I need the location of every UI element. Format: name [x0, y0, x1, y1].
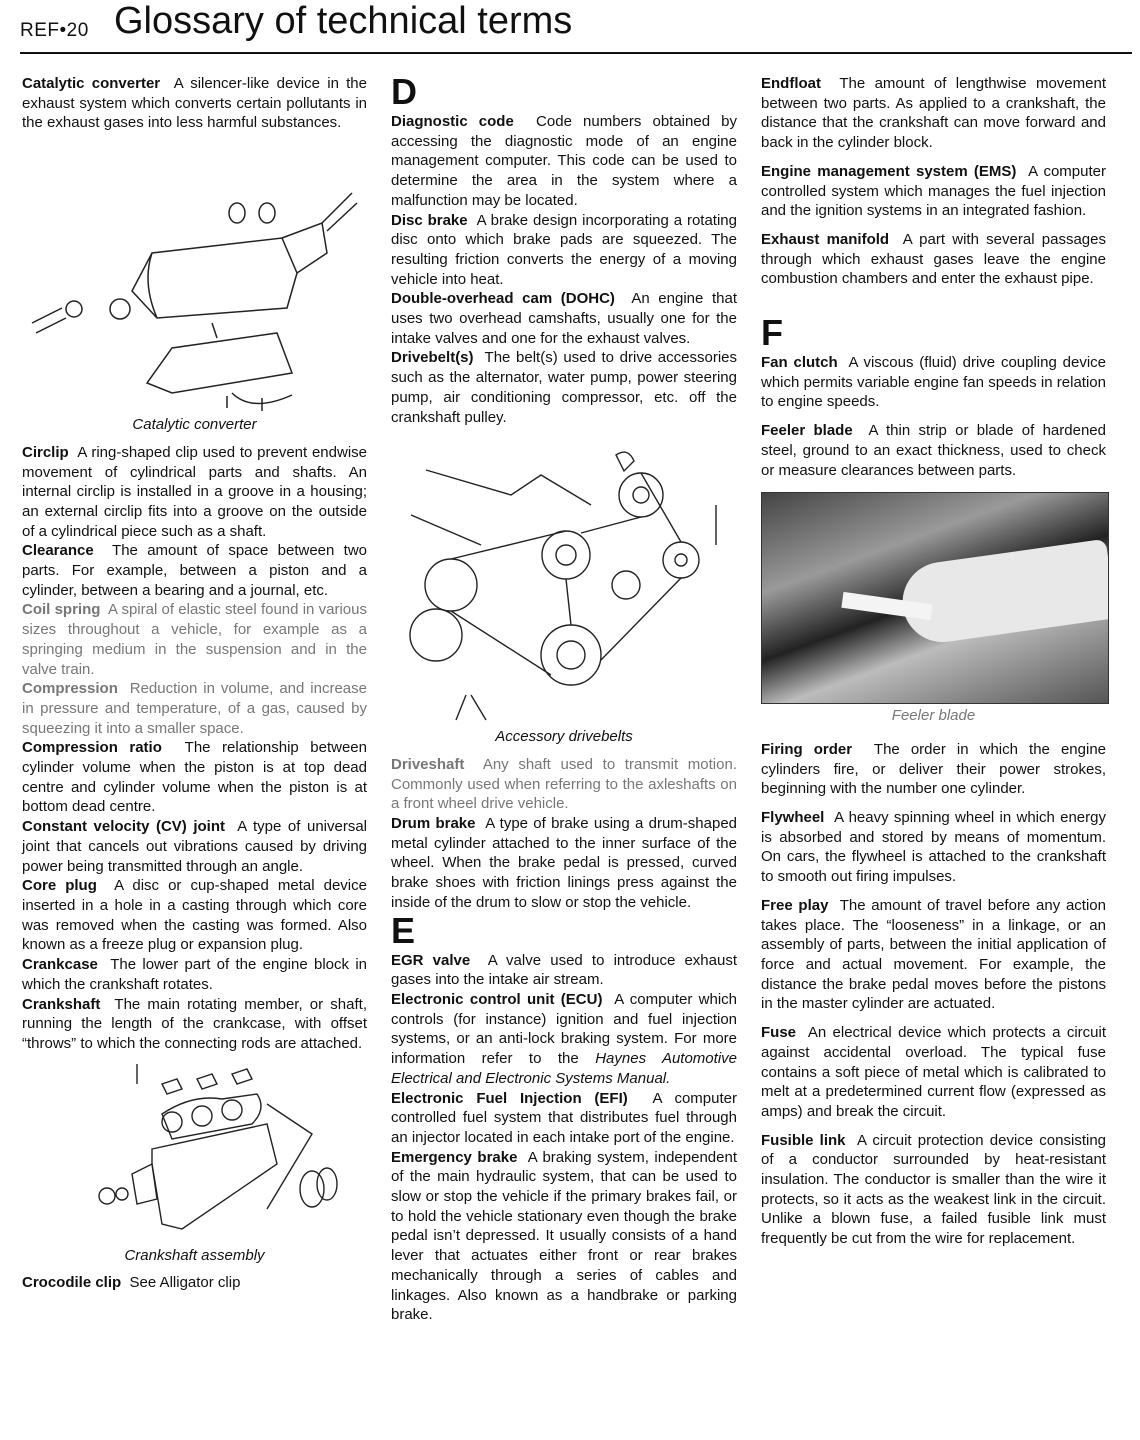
definition: A ring-shaped clip used to prevent endwise movement of cylindrical parts and shafts. An internal circlip is installed in a groove in a housing; an external circlip fits into a groove on the outside of a cylindrical piece such as a shaft. [22, 443, 367, 540]
glossary-entry-efi [391, 1089, 737, 1148]
glossary-entry-fan-clutch [761, 353, 1106, 412]
term: Electronic Fuel Injection (EFI) [391, 1089, 628, 1107]
definition: A computer controlled fuel system that distributes fuel through an injector located in each intake port of the engine. [391, 1089, 737, 1146]
definition: The amount of space between two parts. For example, between a piston and a cylinder, between a bearing and a journal, etc. [22, 542, 367, 599]
term: Driveshaft [391, 755, 465, 773]
term: Feeler blade [761, 422, 853, 440]
definition: The main rotating member, or shaft, running the length of the crankcase, with offset “throws” to which the connecting rods are attached. [22, 995, 367, 1052]
column-1 [22, 74, 367, 1293]
term: Fusible link [761, 1131, 846, 1149]
definition: Reduction in volume, and increase in pressure and temperature, of a gas, caused by squeezing it into a smaller space. [22, 680, 367, 737]
accessory-drivebelts-illustration [391, 435, 737, 725]
accessory-drivebelts-figure [391, 435, 737, 725]
definition: The belt(s) used to drive accessories such as the alternator, water pump, power steering pump, air conditioning compressor, etc. off the crankshaft pulley. [391, 349, 737, 426]
definition: Any shaft used to transmit motion. Commonly used when referring to the axleshafts on a front wheel drive vehicle. [391, 755, 737, 813]
section-letter-f: F [761, 312, 783, 354]
glossary-entry-diagnostic-code [391, 112, 737, 211]
header-rule [20, 52, 1132, 54]
glossary-entry-fusible-link [761, 1131, 1106, 1249]
term: Engine management system (EMS) [761, 162, 1017, 180]
term: Free play [761, 896, 829, 914]
glossary-entry-flywheel [761, 808, 1106, 887]
term: Electronic control unit (ECU) [391, 990, 603, 1008]
figure-caption: Crankshaft assembly [124, 1246, 265, 1264]
definition: A computer which controls (for instance) ignition and fuel injection systems, or an anti-lock braking system. For more information refer to the [391, 990, 737, 1068]
term: Compression ratio [22, 739, 162, 757]
definition: An engine that uses two overhead camshafts, usually one for the intake valves and one for the exhaust valves. [391, 290, 737, 347]
term: Exhaust manifold [761, 230, 890, 248]
page-reference: REF•20 [20, 20, 89, 41]
glossary-entry-compression [22, 679, 367, 738]
column-2 [391, 71, 738, 1325]
hand-shape [897, 539, 1109, 647]
term: Flywheel [761, 809, 825, 827]
definition: A braking system, independent of the main hydraulic system, that can be used to slow or stop the vehicle if the primary brakes fail, or to hold the vehicle stationary even though the brake pedal isn’t depressed. It usually consists of a hand lever that actuates either front or rear brakes mechanically through a series of cables and linkages. Also known as a handbrake or parking brake. [391, 1148, 737, 1324]
definition: A thin strip or blade of hardened steel, ground to an exact thickness, used to check or measure clearances between parts. [761, 422, 1106, 479]
glossary-entry-crankcase [22, 955, 367, 994]
term: Crocodile clip [22, 1274, 122, 1292]
term: Fuse [761, 1024, 797, 1042]
term: Diagnostic code [391, 113, 514, 130]
glossary-entry-egr-valve [391, 951, 737, 990]
definition: A circuit protection device consisting of a conductor surrounded by heat-resistant insulation. The conductor is smaller than the wire it protects, so it acts as the weakest link in the circuit. Unlike a blown fuse, a failed fusible link must frequently be cut from the wire for replacement. [761, 1131, 1107, 1248]
glossary-entry-circlip [22, 443, 367, 542]
term: Double-overhead cam (DOHC) [391, 290, 615, 308]
figure-caption: Feeler blade [891, 707, 976, 725]
glossary-entry-crocodile-clip [22, 1273, 367, 1293]
glossary-entry-disc-brake [391, 211, 737, 290]
page-header [20, 0, 1130, 54]
term: Clearance [22, 542, 94, 560]
definition: A brake design incorporating a rotating disc onto which brake pads are squeezed. The resulting friction converts the energy of a moving vehicle into heat. [391, 211, 737, 288]
definition: Code numbers obtained by accessing the diagnostic mode of an engine management computer. This code can be used to determine the area in the system where a malfunction may be located. [391, 113, 737, 209]
catalytic-converter-figure [22, 133, 367, 413]
glossary-entry-cv-joint [22, 817, 367, 876]
definition: The order in which the engine cylinders fire, or deliver their power strokes, beginning with the number one cylinder. [761, 740, 1106, 798]
term: EGR valve [391, 951, 471, 969]
glossary-entry-driveshaft [391, 755, 737, 814]
glossary-entry-catalytic-converter [22, 74, 367, 133]
manual-reference: Haynes Automotive Electrical and Electronic Systems Manual. [391, 1050, 737, 1087]
term: Coil spring [22, 601, 101, 619]
definition: A heavy spinning wheel in which energy is absorbed and stored by means of momentum. On cars, the flywheel is attached to the crankshaft to smooth out firing impulses. [761, 809, 1106, 886]
definition: The amount of travel before any action takes place. The “looseness” in a linkage, or an assembly of parts, between the initial application of force and actual movement. For example, the distance the brake pedal moves before the pistons in the master cylinder are actuated. [761, 896, 1106, 1013]
crankshaft-assembly-illustration [22, 1054, 367, 1244]
crankshaft-assembly-figure [22, 1054, 367, 1244]
definition: The relationship between cylinder volume when the piston is at top dead centre and cylinder volume when the piston is at bottom dead centre. [22, 739, 367, 816]
definition: A type of brake using a drum-shaped metal cylinder attached to the inner surface of the wheel. When the brake pedal is pressed, curved brake shoes with friction linings press against the inside of the drum to slow or stop the vehicle. [391, 815, 738, 911]
definition: A type of universal joint that cancels out vibrations caused by driving power being transmitted through an angle. [22, 818, 368, 875]
definition: A computer controlled system which manages the fuel injection and the ignition systems in an integrated fashion. [761, 162, 1106, 220]
glossary-entry-endfloat [761, 74, 1106, 153]
glossary-entry-compression-ratio [22, 738, 367, 817]
term: Core plug [22, 877, 97, 895]
definition: A valve used to introduce exhaust gases into the intake air stream. [391, 951, 737, 989]
glossary-entry-drivebelts [391, 348, 737, 427]
definition: The amount of lengthwise movement between two parts. As applied to a crankshaft, the distance that the crankshaft can move forward and back in the cylinder block. [761, 75, 1106, 152]
feeler-blade-photo [761, 492, 1109, 704]
glossary-entry-drum-brake [391, 814, 737, 913]
term: Circlip [22, 443, 69, 461]
glossary-entry-exhaust-manifold [761, 230, 1106, 289]
section-letter-d: D [391, 71, 417, 112]
definition: A silencer-like device in the exhaust system which converts certain pollutants in the exhaust gases into less harmful substances. [22, 75, 367, 132]
definition: The lower part of the engine block in which the crankshaft rotates. [22, 956, 367, 993]
term: Endfloat [761, 75, 821, 92]
term: Crankcase [22, 956, 98, 974]
term: Crankshaft [22, 995, 101, 1013]
glossary-entry-emergency-brake [391, 1148, 737, 1325]
definition: A disc or cup-shaped metal device inserted in a hole in a casting through which core was removed when the casting was formed. Also known as a freeze plug or expansion plug. [22, 877, 367, 954]
glossary-entry-firing-order [761, 740, 1106, 799]
glossary-entry-fuse [761, 1023, 1106, 1122]
term: Compression [22, 680, 118, 698]
term: Constant velocity (CV) joint [22, 818, 225, 836]
figure-caption: Accessory drivebelts [495, 728, 633, 746]
term: Firing order [761, 740, 853, 758]
term: Emergency brake [391, 1148, 518, 1166]
term: Catalytic converter [22, 75, 161, 92]
column-3 [761, 74, 1106, 1249]
definition: A spiral of elastic steel found in various sizes throughout a vehicle, for example as a springing medium in the suspension and in the valve train. [22, 601, 367, 678]
term: Drivebelt(s) [391, 349, 474, 367]
glossary-entry-core-plug [22, 876, 367, 955]
glossary-entry-clearance [22, 541, 367, 600]
term: Drum brake [391, 815, 476, 833]
definition: An electrical device which protects a circuit against accidental overload. The typical fuse contains a soft piece of metal which is calibrated to melt at a predetermined current flow (expressed as amps) and break the circuit. [761, 1024, 1106, 1120]
figure-caption: Catalytic converter [132, 416, 257, 434]
glossary-entry-ems [761, 162, 1106, 221]
glossary-entry-coil-spring [22, 600, 367, 679]
glossary-entry-crankshaft [22, 995, 367, 1054]
glossary-entry-ecu [391, 990, 737, 1089]
catalytic-converter-illustration [22, 133, 367, 413]
glossary-entry-dohc [391, 289, 737, 348]
definition: A viscous (fluid) drive coupling device which permits variable engine fan speeds in relation to engine speeds. [761, 354, 1106, 411]
term: Fan clutch [761, 354, 838, 372]
page-title: Glossary of technical terms [114, 0, 573, 42]
section-letter-e: E [391, 909, 416, 951]
glossary-entry-free-play [761, 896, 1106, 1014]
definition: A part with several passages through which exhaust gases leave the engine combustion chambers and enter the exhaust pipe. [761, 230, 1106, 288]
definition: See Alligator clip [129, 1274, 241, 1292]
term: Disc brake [391, 211, 468, 229]
glossary-entry-feeler-blade [761, 421, 1106, 480]
